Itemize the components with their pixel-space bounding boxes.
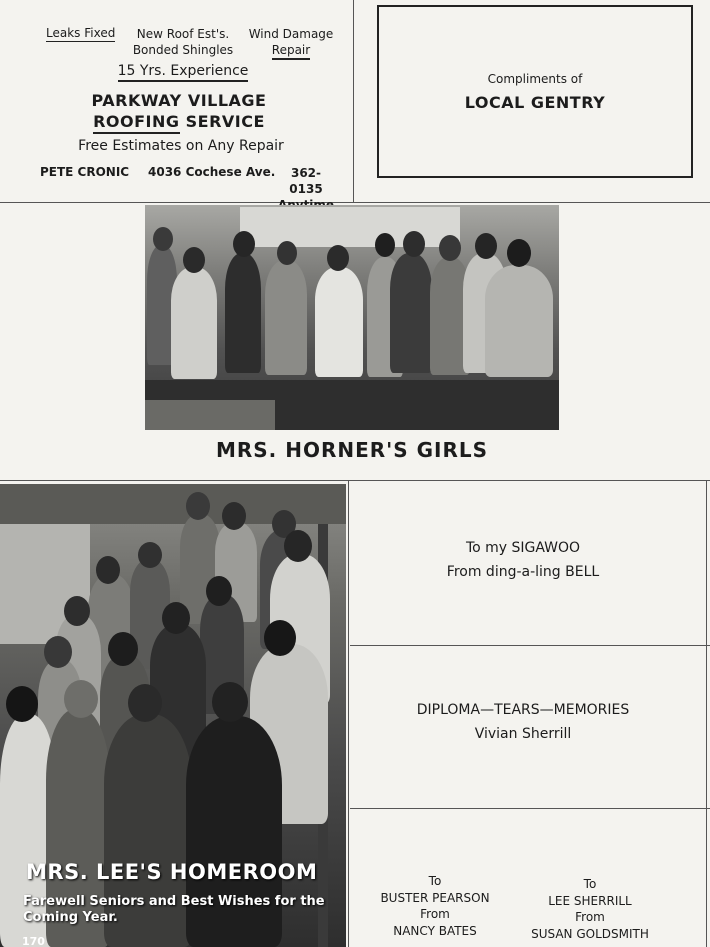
student-head <box>277 241 297 265</box>
student-head <box>108 632 138 666</box>
desk <box>145 400 275 430</box>
student-head <box>162 602 190 634</box>
roof-estimate-line2: Bonded Shingles <box>132 43 234 57</box>
divider-ad-1 <box>350 645 710 646</box>
company-service-word: SERVICE <box>185 112 265 131</box>
company-name-line1: PARKWAY VILLAGE <box>91 91 267 110</box>
student-head <box>222 502 246 530</box>
lee-homeroom-photo <box>0 484 346 947</box>
farewell-text <box>23 894 325 926</box>
wind-damage-line1: Wind Damage <box>248 27 334 41</box>
phone-number: 362-0135 <box>289 166 323 196</box>
student-head <box>403 231 425 257</box>
gentry-box <box>377 5 693 178</box>
sigawoo-line2: From ding-a-ling BELL <box>446 564 600 580</box>
student-figure <box>225 253 261 373</box>
page-number: 170 <box>22 935 45 947</box>
horner-caption: MRS. HORNER'S GIRLS <box>215 438 489 462</box>
recipient-name: BUSTER PEARSON <box>380 890 490 905</box>
student-head <box>327 245 349 271</box>
student-head <box>206 576 232 606</box>
student-head <box>6 686 38 722</box>
student-head <box>183 247 205 273</box>
sigawoo-line1: To my SIGAWOO <box>465 540 581 556</box>
company-name-line2 <box>0 112 358 131</box>
experience-label <box>0 63 366 79</box>
to-label: To <box>583 877 597 891</box>
from-label: From <box>575 910 605 924</box>
student-figure <box>171 267 217 379</box>
to-label: To <box>428 874 442 888</box>
student-head <box>96 556 120 584</box>
student-head <box>233 231 255 257</box>
lee-homeroom-title: MRS. LEE'S HOMEROOM <box>26 860 318 884</box>
student-head <box>153 227 173 251</box>
dedication-right <box>515 876 665 942</box>
student-head <box>264 620 296 656</box>
dedication-left <box>360 873 510 939</box>
student-figure <box>485 265 553 377</box>
company-roofing-word: ROOFING <box>93 112 179 134</box>
local-gentry-title: LOCAL GENTRY <box>464 93 606 112</box>
address-text: 4036 Cochese Ave. <box>148 165 276 179</box>
student-head <box>212 682 248 722</box>
experience-text: 15 Yrs. Experience <box>118 63 249 82</box>
divider-top-horizontal <box>0 202 710 203</box>
student-head <box>439 235 461 261</box>
student-head <box>475 233 497 259</box>
farewell-line2: Coming Year. <box>23 910 118 925</box>
horner-group-photo <box>145 205 559 430</box>
wind-damage-line2: Repair <box>272 43 310 60</box>
roof-estimate-label <box>130 26 236 58</box>
student-head <box>186 492 210 520</box>
student-head <box>507 239 531 267</box>
farewell-line1: Farewell Seniors and Best Wishes for the <box>23 894 325 909</box>
chalkboard <box>240 207 460 247</box>
wind-damage-label <box>248 26 334 58</box>
student-head <box>375 233 395 257</box>
diploma-line2: Vivian Sherrill <box>474 726 572 742</box>
student-head <box>138 542 162 568</box>
divider-right-edge <box>706 480 707 947</box>
diploma-line1: DIPLOMA—TEARS—MEMORIES <box>416 702 630 718</box>
student-head <box>64 680 98 718</box>
compliments-of-text: Compliments of <box>487 72 583 86</box>
owner-name: PETE CRONIC <box>40 165 130 179</box>
divider-bottom-vertical <box>348 480 349 947</box>
student-head <box>44 636 72 668</box>
sender-name: NANCY BATES <box>393 923 477 938</box>
roof-estimate-line1: New Roof Est's. <box>136 27 230 41</box>
leaks-fixed-label: Leaks Fixed <box>46 26 116 40</box>
student-head <box>128 684 162 722</box>
student-head <box>64 596 90 626</box>
student-figure <box>315 267 363 377</box>
student-head <box>284 530 312 562</box>
free-estimates-text: Free Estimates on Any Repair <box>78 138 284 154</box>
student-figure <box>265 260 307 375</box>
student-figure <box>390 253 432 373</box>
from-label: From <box>420 907 450 921</box>
divider-middle-horizontal <box>0 480 710 481</box>
sender-name: SUSAN GOLDSMITH <box>531 926 649 941</box>
divider-ad-2 <box>350 808 710 809</box>
recipient-name: LEE SHERRILL <box>548 893 632 908</box>
